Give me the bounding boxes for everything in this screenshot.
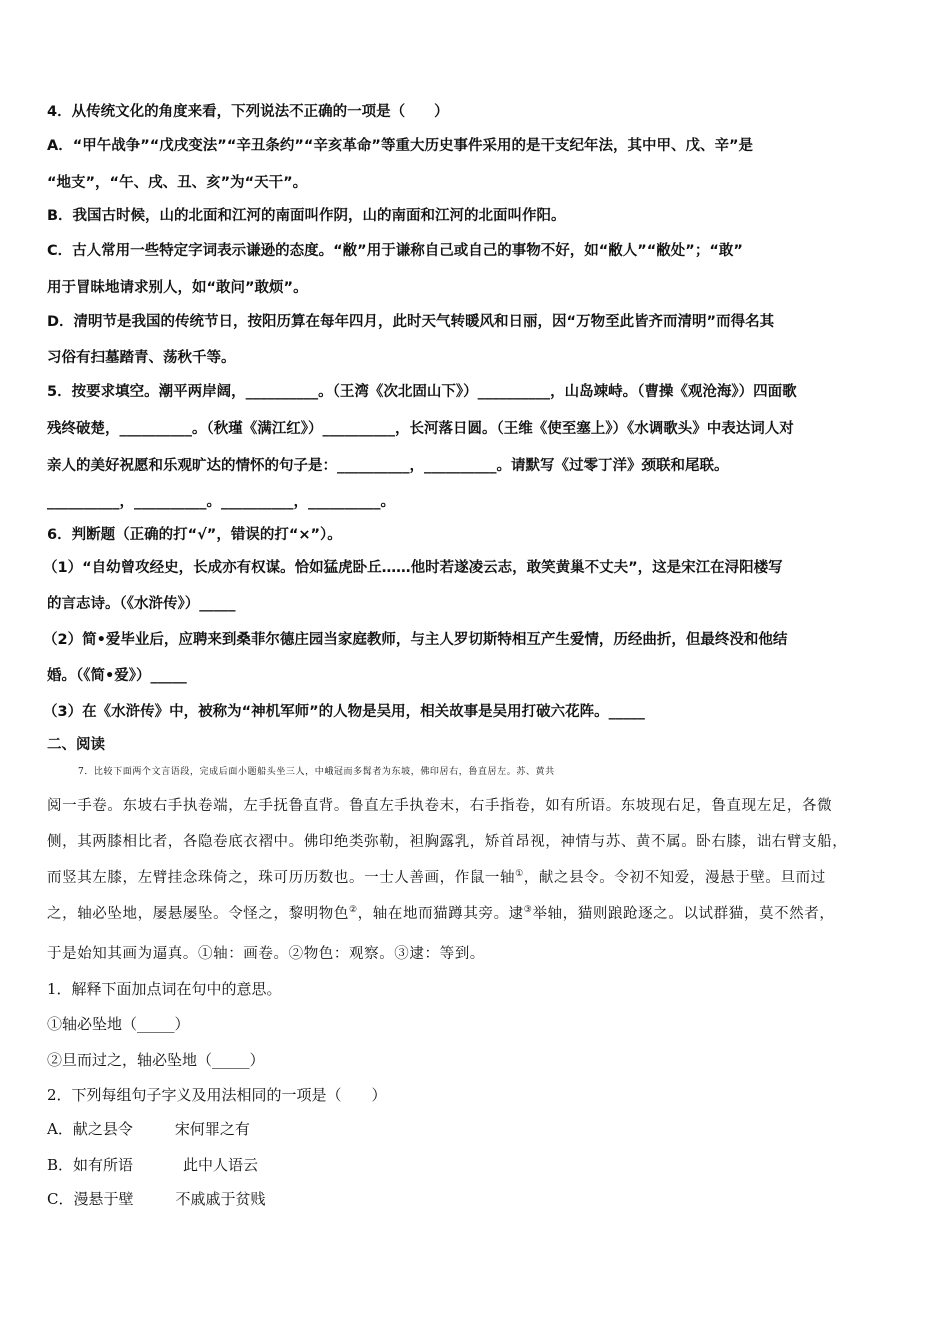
q7-passage-line4	[47, 868, 917, 888]
sub1-item-a: ①轴必坠地（_____）	[47, 1015, 190, 1033]
q5-line1: 5．按要求填空。潮平两岸阔，__________。（王湾《次北固山下》）__________，山岛竦峙。（曹操《观沧海》）四面歌	[47, 384, 797, 400]
q6-item2-line1: （2）简•爱毕业后，应聘来到桑菲尔德庄园当家庭教师，与主人罗切斯特相互产生爱情，历经曲折，但最终没和他结	[43, 632, 788, 648]
q4-option-a-line1: A．“甲午战争”“戊戌变法”“辛丑条约”“辛亥革命”等重大历史事件采用的是干支纪年法，其中甲、戊、辛”是	[47, 138, 753, 154]
footnote-marker-2: ②	[349, 905, 358, 916]
sub2-option-b-right: 此中人语云	[183, 1156, 259, 1174]
q6-item1-line2: 的言志诗。（《水浒传》）_____	[47, 596, 236, 612]
q7-passage-line4-end: ，献之县令。令初不知爱，漫悬于壁。旦而过	[523, 870, 826, 886]
q5-line3: 亲人的美好祝愿和乐观旷达的情怀的句子是：__________，__________。请默写《过零丁洋》颈联和尾联。	[47, 458, 729, 474]
q4-stem: 4．从传统文化的角度来看，下列说法不正确的一项是（ ）	[47, 104, 449, 120]
sub2-option-c-right: 不戚戚于贫贱	[175, 1190, 266, 1208]
q5-line4: __________，__________。__________，__________。	[47, 494, 395, 510]
q7-passage-line4-text: 而竖其左膝，左臂挂念珠倚之，珠可历历数也。一士人善画，作鼠一轴	[47, 870, 516, 886]
sub2-option-b	[47, 1155, 917, 1175]
sub2-option-a-right: 宋何罪之有	[174, 1120, 250, 1138]
q7-passage-line6: 于是始知其画为逼真。①轴：画卷。②物色：观察。③逮：等到。	[47, 946, 485, 962]
q7-passage-line5	[47, 904, 917, 924]
q7-passage-line5-c: 举轴，猫则踉跄逐之。以试群猫，莫不然者，	[532, 906, 835, 922]
q6-item2-line2: 婚。（《简•爱》）_____	[47, 668, 187, 684]
q4-option-d-line2: 习俗有扫墓踏青、荡秋千等。	[47, 350, 236, 366]
sub2-stem: 2．下列每组句子字义及用法相同的一项是（ ）	[47, 1086, 387, 1104]
q6-item3: （3）在《水浒传》中，被称为“神机军师”的人物是吴用，相关故事是吴用打破六花阵。_____	[43, 704, 645, 720]
sub1-item-b: ②旦而过之，轴必坠地（_____）	[47, 1051, 265, 1069]
q4-option-d-line1: D．清明节是我国的传统节日，按阳历算在每年四月，此时天气转暖风和日丽，因“万物至此皆齐而清明”而得名其	[47, 314, 775, 330]
sub2-option-c-left: C．漫悬于壁	[47, 1190, 134, 1208]
q7-passage-line5-a: 之，轴必坠地，屡悬屡坠。令怪之，黎明物色	[47, 906, 349, 922]
q4-option-c-line2: 用于冒昧地请求别人，如“敢问”敢烦”。	[47, 280, 308, 296]
footnote-marker-1: ①	[515, 869, 524, 880]
q6-item1-line1: （1）“自幼曾攻经史，长成亦有权谋。恰如猛虎卧丘……他时若遂凌云志，敢笑黄巢不丈夫”，这是宋江在浔阳楼写	[43, 560, 783, 576]
q7-passage-line1: 7．比较下面两个文言语段，完成后面小题船头坐三人，中峨冠而多髯者为东坡，佛印居右，鲁直居左。苏、黄共	[78, 767, 555, 777]
q6-stem: 6．判断题（正确的打“√”，错误的打“×”）。	[47, 527, 342, 543]
section-reading-heading: 二、阅读	[47, 737, 105, 753]
sub1-stem: 1．解释下面加点词在句中的意思。	[47, 980, 282, 998]
q7-passage-line5-b: ，轴在地而猫蹲其旁。逮	[357, 906, 524, 922]
sub2-option-a	[47, 1119, 917, 1139]
q5-line2: 残终破楚，__________。（秋瑾《满江红》）__________，长河落日圆。（王维《使至塞上》）《水调歌头》中表达词人对	[47, 421, 794, 437]
q4-option-b: B．我国古时候，山的北面和江河的南面叫作阴，山的南面和江河的北面叫作阳。	[47, 208, 566, 224]
sub2-option-a-left: A．献之县令	[47, 1120, 133, 1138]
q7-passage-line2: 阅一手卷。东坡右手执卷端，左手抚鲁直背。鲁直左手执卷末，右手指卷，如有所语。东坡现右足，鲁直现左足，各微	[47, 798, 833, 814]
footnote-marker-3: ③	[523, 905, 533, 916]
q7-passage-line3: 侧，其两膝相比者，各隐卷底衣褶中。佛印绝类弥勒，袒胸露乳，矫首昂视，神情与苏、黄不属。卧右膝，诎右臂支船，	[47, 834, 848, 850]
q4-option-c-line1: C．古人常用一些特定字词表示谦逊的态度。“敝”用于谦称自己或自己的事物不好，如“敝人”“敝处”；“敢”	[47, 243, 743, 259]
sub2-option-b-left: B．如有所语	[47, 1156, 134, 1174]
q4-option-a-line2: “地支”，“午、戌、丑、亥”为“天干”。	[47, 175, 308, 191]
sub2-option-c	[47, 1189, 917, 1209]
